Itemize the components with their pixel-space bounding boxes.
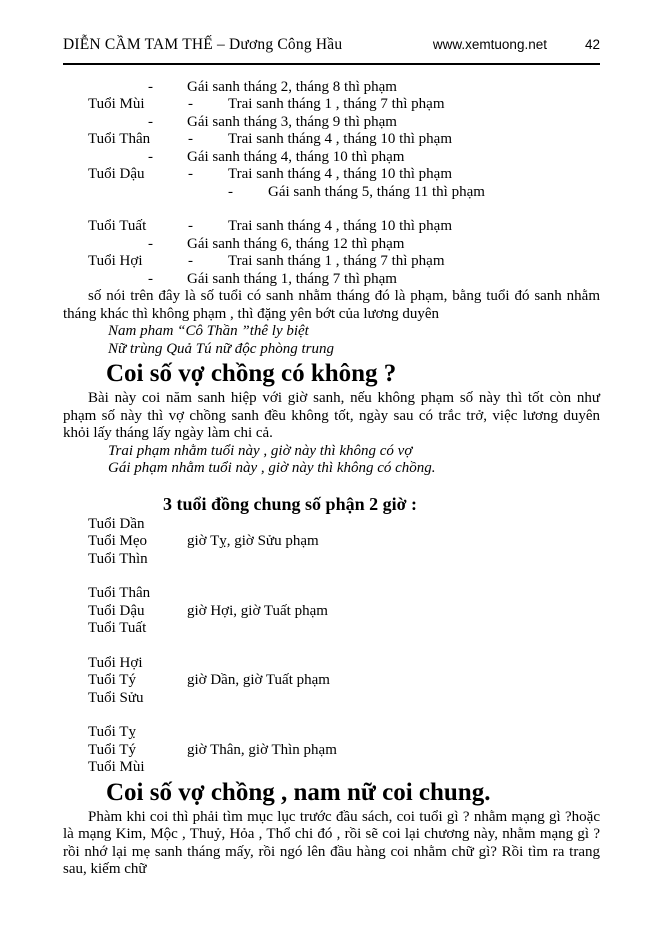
dash: - [188,131,193,147]
dash: - [188,253,193,269]
pham-rule-text: Gái sanh tháng 2, tháng 8 thì phạm [187,78,397,95]
pham-month-list-1 [63,79,600,202]
age-group-row [63,551,600,569]
couplet-line: Nữ trùng Quả Tú nữ độc phòng trung [108,340,334,357]
age-label: Tuổi Tý [88,672,136,688]
age-label: Tuổi Tý [88,741,136,758]
age-label: Tuổi Tuất [88,620,147,636]
age-group-row [63,585,600,603]
age-group-row [63,603,600,621]
age-label: Tuổi Dậu [88,166,145,182]
pham-note-paragraph: số nói trên đây là số tuổi có sanh nhằm tháng đó là phạm, bằng tuổi đó sanh nhằm tháng khác thì không phạm , thì đặng yên bớt của lương duyên [63,288,600,322]
hour-pham-note: giờ Hợi, giờ Tuất phạm [187,602,328,619]
dash: - [188,218,193,234]
age-group-row [63,690,600,708]
hour-pham-note: giờ Thân, giờ Thìn phạm [187,741,337,758]
site-url: www.xemtuong.net [432,37,547,52]
section-heading-namnu: Coi số vợ chồng , nam nữ coi chung. [106,778,491,806]
age-label: Tuổi Thân [88,131,151,147]
hour-pham-note: giờ Tỵ, giờ Sửu phạm [187,533,319,549]
dash: - [148,270,153,287]
age-label: Tuổi Hợi [88,253,143,269]
couplet-line: Trai phạm nhằm tuổi này , giờ này thì không có vợ [108,442,413,459]
pham-month-row [63,271,600,289]
pham-month-row [63,114,600,132]
header-right [433,36,600,54]
age-group-row [63,516,600,534]
dash: - [188,166,193,182]
pham-month-row [63,79,600,97]
dash: - [188,96,193,112]
pham-month-row [63,253,600,271]
age-group [63,724,600,777]
age-label: Tuổi Mẹo [88,533,148,549]
age-label: Tuổi Thân [88,585,151,601]
hour-pham-note: giờ Dần, giờ Tuất phạm [187,672,330,688]
pham-month-row [63,218,600,236]
pham-month-row [63,184,600,202]
age-label: Tuổi Tỵ [88,724,136,740]
page-number: 42 [584,37,600,52]
age-group-row [63,724,600,742]
pham-rule-text: Gái sanh tháng 1, tháng 7 thì phạm [187,270,397,287]
dash: - [148,148,153,165]
age-group [63,655,600,708]
dash: - [148,113,153,130]
age-group-row [63,742,600,760]
age-group [63,585,600,638]
age-group [63,516,600,569]
age-group-row [63,672,600,690]
couplet-co-than [108,323,600,358]
age-label: Tuổi Mùi [88,96,145,112]
pham-rule-text: Trai sanh tháng 4 , tháng 10 thì phạm [228,166,453,182]
pham-rule-text: Trai sanh tháng 1 , tháng 7 thì phạm [228,96,445,112]
page-header [63,36,600,65]
dash: - [148,235,153,252]
couplet-trai-gai [108,443,600,478]
couplet-line: Gái phạm nhằm tuổi này , giờ này thì không có chồng. [108,460,436,476]
pham-month-row [63,149,600,167]
vochong-paragraph: Bài này coi năm sanh hiệp với giờ sanh, nếu không phạm số này thì tốt còn như phạm số này thì vợ chồng sanh đều không tốt, ngày sau có trắc trở, việc lương duyên khỏi lấy tháng lấy ngày làm chi cả. [63,390,600,441]
age-label: Tuổi Hợi [88,654,143,671]
age-label: Tuổi Dậu [88,602,145,619]
dash: - [228,183,233,200]
age-label: Tuổi Sửu [88,689,144,706]
age-group-row [63,533,600,551]
age-group-row [63,620,600,638]
section-heading-3tuoi: 3 tuổi đồng chung số phận 2 giờ : [163,493,418,514]
pham-rule-text: Trai sanh tháng 1 , tháng 7 thì phạm [228,253,445,269]
pham-rule-text: Gái sanh tháng 5, tháng 11 thì phạm [268,183,485,200]
pham-rule-text: Gái sanh tháng 6, tháng 12 thì phạm [187,235,405,252]
pham-month-row [63,236,600,254]
age-label: Tuổi Thìn [88,550,148,567]
dash: - [148,78,153,95]
couplet-line: Nam pham “Cô Thần ”thê ly biệt [108,323,309,339]
pham-rule-text: Gái sanh tháng 4, tháng 10 thì phạm [187,148,405,165]
namnu-paragraph: Phàm khi coi thì phải tìm mục lục trước đầu sách, coi tuổi gì ? nhằm mạng gì ?hoặc là mạng Kim, Mộc , Thuỷ, Hỏa , Thổ chi đó , rồi sẽ coi lại chương này, nhằm mạng gì ? rồi nhớ lại mẹ sanh tháng mấy, rồi ngó lên đầu hàng coi nhằm chữ gì? Rồi tìm ra trang sau, kiếm chữ [63,808,600,877]
age-label: Tuổi Mùi [88,759,145,775]
pham-rule-text: Trai sanh tháng 4 , tháng 10 thì phạm [228,131,453,147]
pham-month-row [63,131,600,149]
age-label: Tuổi Tuất [88,218,147,234]
book-title: DIỄN CẦM TAM THẾ – Dương Công Hầu [63,36,343,53]
pham-rule-text: Gái sanh tháng 3, tháng 9 thì phạm [187,113,397,130]
age-group-row [63,759,600,777]
age-label: Tuổi Dần [88,515,145,532]
section-heading-vochong: Coi số vợ chồng có không ? [106,360,397,387]
pham-month-row [63,166,600,184]
pham-rule-text: Trai sanh tháng 4 , tháng 10 thì phạm [228,218,453,234]
age-group-row [63,655,600,673]
pham-month-row [63,96,600,114]
pham-month-list-2 [63,218,600,288]
